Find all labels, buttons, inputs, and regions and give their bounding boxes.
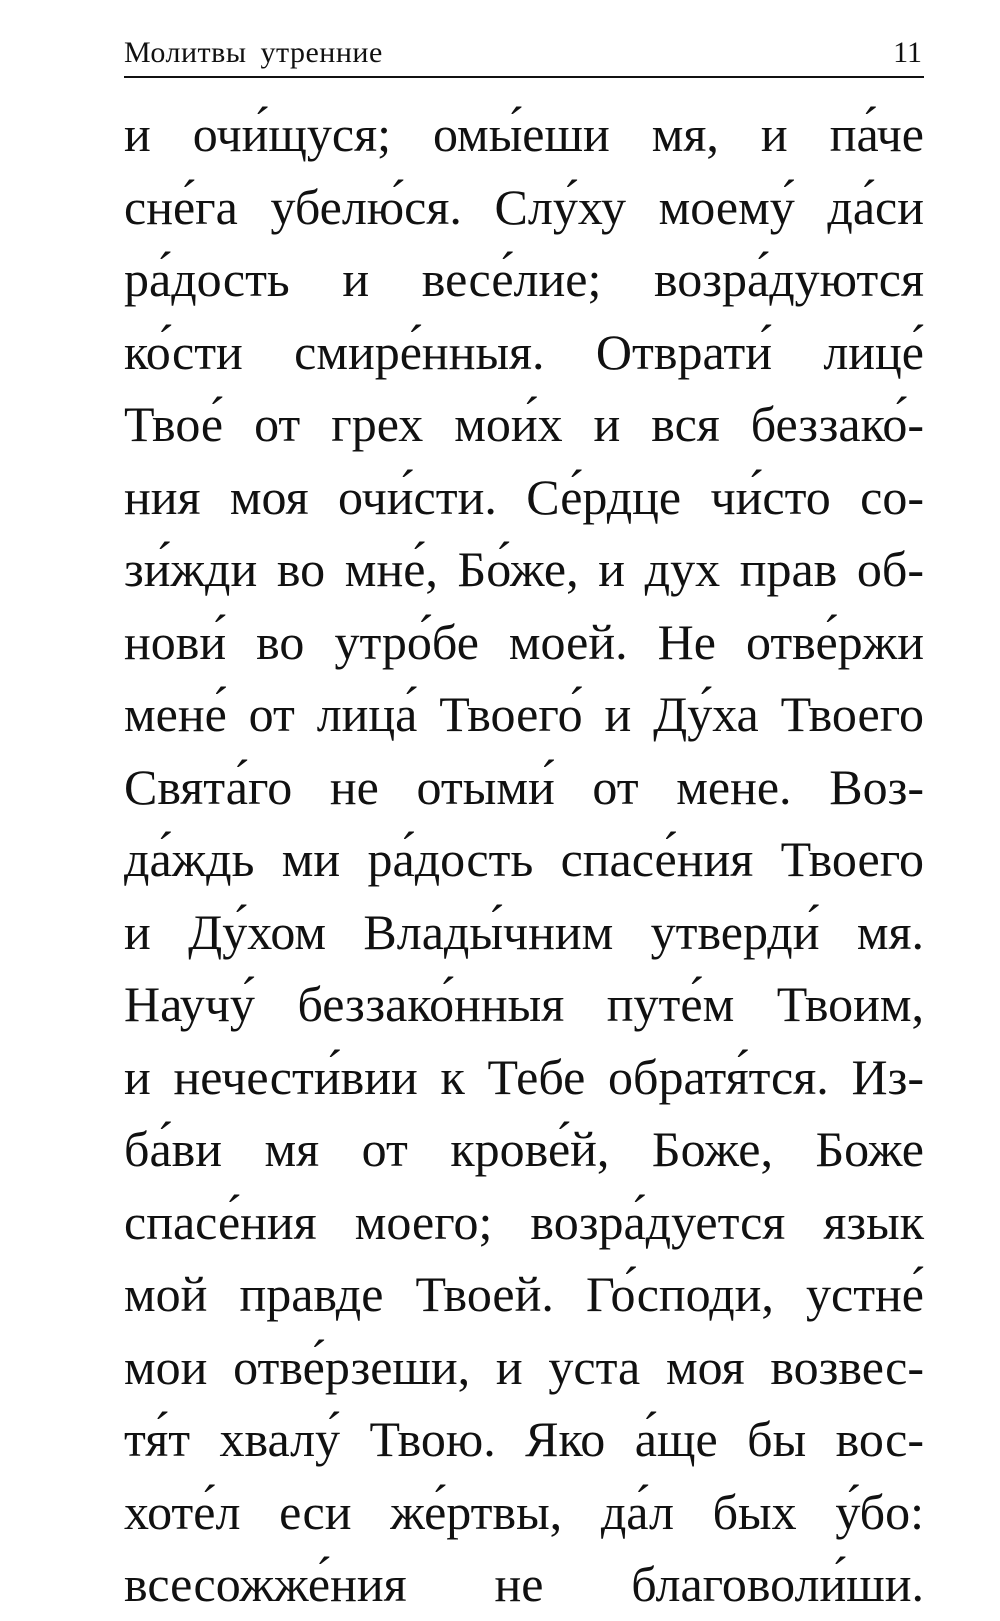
text-line: нови́ во утро́бе моей. Не отве́ржи bbox=[124, 613, 924, 670]
text-line: Научу́ беззако́нныя путе́м Твоим, bbox=[124, 976, 924, 1032]
text-line: зи́жди во мне́, Бо́же, и дух прав об- bbox=[124, 541, 924, 597]
text-line: и очи́щуся; омы́еши мя, и па́че bbox=[124, 106, 924, 162]
text-line: мене́ от лица́ Твоего́ и Ду́ха Твоего bbox=[124, 686, 924, 742]
text-line: ра́дость и весе́лие; возра́дуются bbox=[124, 251, 924, 307]
text-line: Твое́ от грех мои́х и вся беззако́- bbox=[124, 396, 924, 452]
text-line: мой правде Твоей. Го́споди, устне́ bbox=[124, 1266, 924, 1322]
text-line: тя́т хвалу́ Твою. Яко а́ще бы вос- bbox=[124, 1411, 924, 1467]
text-line: всесожже́ния не благоволи́ши. bbox=[124, 1556, 924, 1612]
text-line: Свята́го не отыми́ от мене. Воз- bbox=[124, 758, 924, 815]
text-line: мои отве́рзеши, и уста моя возвес- bbox=[124, 1338, 924, 1395]
page-number: 11 bbox=[893, 36, 922, 69]
text-line: ба́ви мя от крове́й, Боже, Боже bbox=[124, 1121, 924, 1177]
text-line: ния моя очи́сти. Се́рдце чи́сто со- bbox=[124, 468, 924, 525]
text-line: и нечести́вии к Тебе обратя́тся. Из- bbox=[124, 1048, 924, 1105]
running-header bbox=[124, 30, 924, 78]
text-line: и Ду́хом Влады́чним утверди́ мя. bbox=[124, 903, 924, 960]
prayer-text bbox=[124, 98, 924, 1621]
text-line: спасе́ния моего; возра́дуется язык bbox=[124, 1193, 924, 1250]
text-line: хоте́л еси же́ртвы, да́л бых у́бо: bbox=[124, 1483, 924, 1540]
text-line: сне́га убелю́ся. Слу́ху моему́ да́си bbox=[124, 178, 924, 235]
text-line: ко́сти смире́нныя. Отврати́ лице́ bbox=[124, 323, 924, 380]
text-line: да́ждь ми ра́дость спасе́ния Твоего bbox=[124, 831, 924, 887]
section-title: Молитвы утренние bbox=[124, 36, 383, 69]
